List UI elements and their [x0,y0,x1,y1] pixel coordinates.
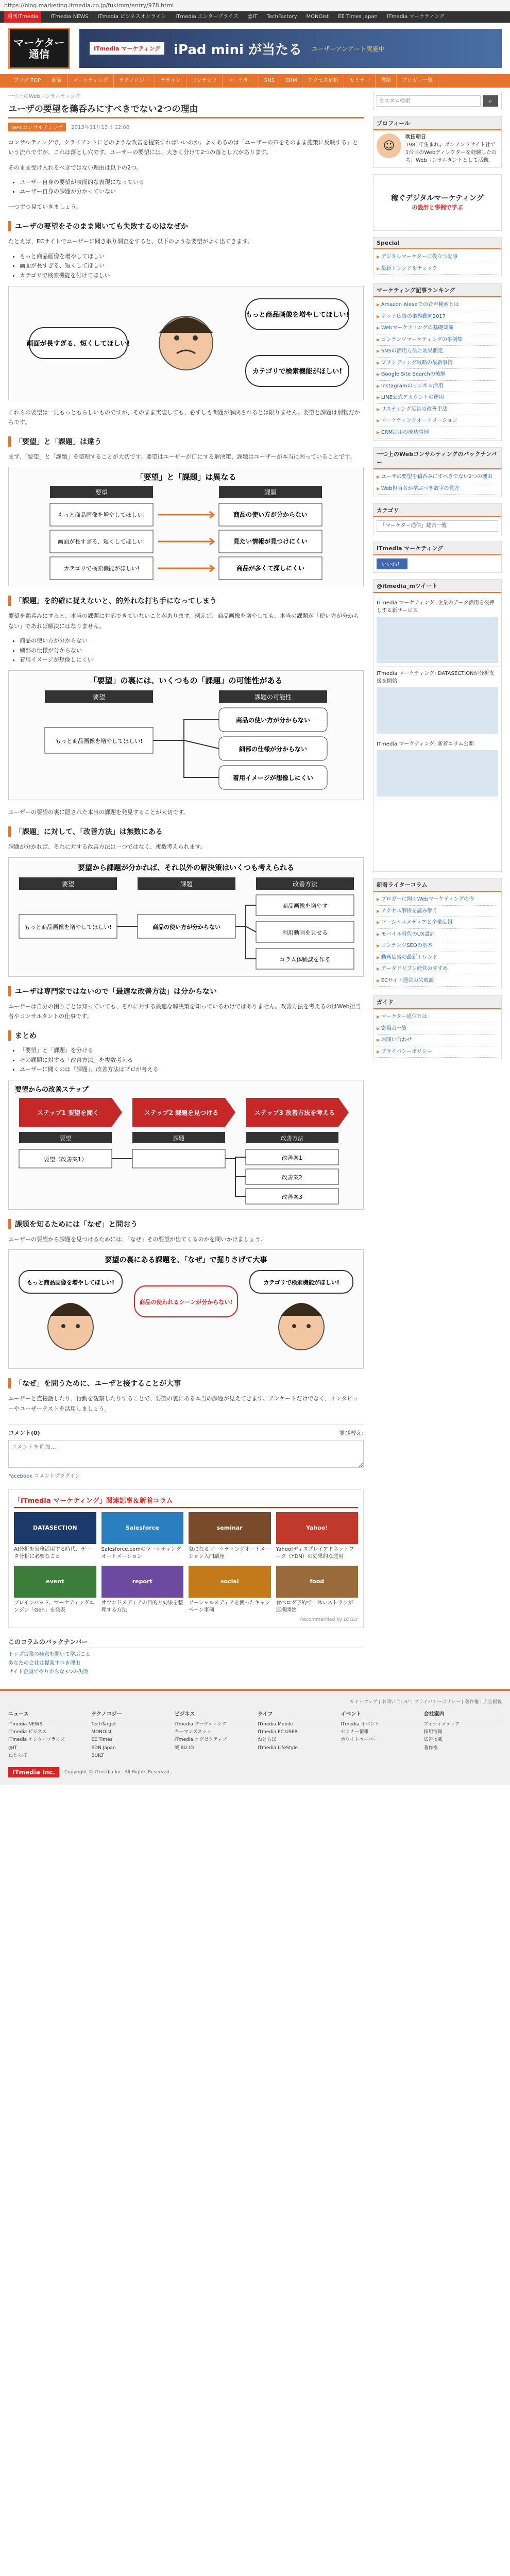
new-column-item[interactable]: ▶ ソーシャルメディアと企業広報 [377,917,498,929]
article-date: 2013年11月13日 12:00 [71,125,130,130]
footer-link[interactable]: MONOist [91,1730,112,1735]
paragraph: ユーザーと直接話したり、行動を観察したりすることで、要望の裏にある本当の課題が見えてきます。アンケートだけでなく、インタビューやユーザーテストを活用しましょう。 [8,1395,359,1412]
column-head: 課題 [264,489,277,497]
footer-link[interactable]: ねとらぼ [257,1737,276,1743]
guide-link[interactable]: ▶ マーケター通信とは [377,1011,498,1023]
profile-title: プロフィール [373,117,501,130]
banner-text: 稼ぐデジタルマーケティング [391,194,484,202]
ranking-item[interactable]: ▶ ブランディング戦略の最新事情 [377,358,498,369]
facebook-plugin-label: Facebook コメントプラグイン [8,1473,80,1479]
related-thumb: report [101,1566,184,1598]
column-head: 要望 [60,1135,71,1142]
comments-title: コメント(0) [8,1429,40,1436]
figure-issue-candidates [8,670,364,800]
paragraph: ユーザーの要望の裏に隠された本当の課題を発見することが大切です。 [8,809,190,816]
section-heading: 「要望」と「課題」は違う [8,436,364,447]
footer-column [91,1710,169,1760]
bubble-text: カテゴリで検索機能がほしい! [252,367,343,376]
column-head: 課題の可能性 [254,693,292,701]
footer-link[interactable]: アイティメディア [423,1721,460,1727]
guide-link[interactable]: ▶ 寄稿者一覧 [377,1023,498,1035]
network-strip [0,11,510,23]
column-head: 要望 [92,693,106,701]
figure-steps [8,1080,364,1210]
profile-box [373,116,502,168]
recommend-credit: Recommended by LOGLY [300,1617,358,1622]
nav-item[interactable]: ブロガー一覧 [397,74,438,88]
comment-input[interactable] [8,1440,364,1468]
special-item[interactable]: ▶ 最新トレンドをチェック [377,263,498,275]
list-item: • もっと商品画像を増やしてほしい [20,252,364,262]
copyright: Copyright © ITmedia Inc. All Rights Reserved. [64,1770,171,1775]
cell-text: 商品の使い方が分からない [233,511,308,519]
url-bar[interactable] [0,0,510,11]
ranking-item[interactable]: ▶ SNSの活用方法と効果測定 [377,346,498,358]
facebook-box [373,541,502,573]
guide-link[interactable]: ▶ プライバシーポリシー [377,1046,498,1058]
tweet-text: ITmedia マーケティング: 企業のデータ活用を後押しする新サービス [377,600,495,614]
column-head: 課題 [173,1135,184,1142]
column-head: 課題 [180,880,193,888]
site-footer [0,1689,510,1785]
new-column-item[interactable]: ▶ アクセス解析を読み解く [377,906,498,918]
ranking-item[interactable]: ▶ Google Site Searchの後継 [377,369,498,381]
ranking-item[interactable]: ▶ コンテンツマーケティングの事例集 [377,334,498,346]
backnumber-title: このコラムのバックナンバー [8,1637,364,1648]
nav-item[interactable]: 書籍 [376,74,397,88]
backnumber-item[interactable]: あなたの会社は提案すべき理由 [8,1660,80,1666]
article-column [8,92,364,1676]
footer-heading: ライフ [258,1710,335,1719]
nav-item[interactable]: CRM [280,74,303,88]
tweet-image[interactable] [377,750,498,796]
column-backnumber-title: 一つ上のWebコンサルティングのバックナンバー [373,448,501,469]
footer-heading: イベント [341,1710,418,1719]
tweet-image[interactable] [377,687,498,734]
nav-item[interactable]: コンテンツ [186,74,223,88]
paragraph: まず、「要望」と「課題」を整理することが大切です。要望はユーザーが口にする解決策、課題はユーザーが本当に困っていることです。 [8,453,355,461]
related-articles [8,1489,364,1628]
footer-column [175,1710,252,1760]
special-item[interactable]: ▶ デジタルマーケターに役立つ記事 [377,251,498,263]
special-title: Special [373,238,501,249]
list-item: • 「要望」と「課題」を分ける [20,1046,364,1056]
footer-column [8,1710,86,1760]
step-label: ステップ2 課題を見つける [144,1109,219,1117]
list-item: • 商品の使い方が分からない [20,636,364,646]
related-card[interactable] [14,1566,96,1614]
footer-column [424,1710,502,1760]
side-banner[interactable] [373,174,502,231]
footer-link[interactable]: ITmedia マーケティング [174,1721,227,1727]
new-column-item[interactable]: ▶ ブロガーに聞くWebマーケティングの今 [377,894,498,906]
bullet-list [20,252,364,281]
main-nav [0,74,510,88]
cell-text: 商品の使い方が分からない [235,717,311,724]
cell-text: もっと商品画像を増やしてほしい! [55,738,143,744]
sidebar [373,92,502,1676]
network-link[interactable]: ITmedia マーケティング [386,14,445,20]
bullet-list [20,178,364,197]
column-head: 要望 [61,880,75,888]
footer-column [258,1710,335,1760]
network-link[interactable]: TechFactory [266,14,297,20]
footer-column [341,1710,418,1760]
nav-item[interactable]: マーケター [223,74,259,88]
related-text: ソーシャルメディアを使ったキャンペーン事例 [189,1600,270,1613]
banner-subtext: の設計と事例で学ぶ [412,204,463,211]
footer-link[interactable]: ITmedia エグゼクティブ [174,1737,227,1743]
ranking-box [373,283,502,441]
footer-link[interactable]: ITmedia NEWS [8,1721,43,1727]
section-heading: まとめ [8,1030,364,1041]
cell-text: コラム体験談を作る [279,956,331,963]
nav-item[interactable]: 新着 [46,74,67,88]
column-backnumber-box [373,447,502,497]
related-text: 気になるマーケティングオートメーション入門講座 [189,1546,270,1560]
related-card[interactable] [101,1512,184,1561]
site-logo[interactable] [8,28,70,69]
bubble-text: 画面が長すぎる、短くしてほしい! [26,340,130,348]
figure-title: 「要望」の裏には、いくつもの「課題」の可能性がある [89,676,283,685]
related-text: ブレインパッド、マーケティングエンジン「Gen」を発表 [14,1600,95,1613]
list-item: • 画面が長すぎる、短くしてほしい [20,261,364,271]
paragraph: 課題が分かれば、それに対する改善方法は一つではなく、複数考えられます。 [8,843,206,851]
bullet-list [20,1046,364,1075]
search-input[interactable] [377,95,481,107]
nav-item[interactable]: デザイン [155,74,186,88]
footer-heading: ニュース [8,1710,86,1719]
network-link[interactable]: MONOist [306,14,329,20]
related-thumb: Yahoo! [276,1512,359,1544]
footer-link[interactable]: EDN Japan [91,1745,116,1751]
nav-item[interactable]: ブログ TOP [8,74,46,88]
ranking-item[interactable]: ▶ Webマーケティングの基礎知識 [377,323,498,334]
nav-item[interactable]: マーケティング [67,74,114,88]
ranking-item[interactable]: ▶ LINE公式アカウントの運用 [377,392,498,404]
ranking-item[interactable]: ▶ リスティング広告の改善手法 [377,404,498,416]
paragraph: 一つずつ見ていきましょう。 [8,204,82,211]
itmedia-logo[interactable]: ITmedia Inc. [8,1767,59,1777]
breadcrumb[interactable]: 一つ上のWebコンサルティング [8,94,81,99]
figure-title: 「要望」と「課題」は異なる [135,472,236,482]
related-text: Yahoo!ディスプレイアドネットワーク（YDN）の効果的な運用 [276,1546,354,1560]
footer-link[interactable]: 著作権 [423,1745,438,1751]
nav-item[interactable]: テクノロジー [114,74,155,88]
footer-link[interactable]: セミナー情報 [341,1730,369,1735]
twitter-box [373,579,502,872]
search-box [373,92,502,110]
footer-link[interactable]: キーマンズネット [174,1730,212,1735]
paragraph: ユーザーは自分の困りごとは知っていても、それに対する最適な解決策を知っているわけではありません。改善方法を考えるのはWeb担当者やコンサルタントの仕事です。 [8,1003,361,1020]
footer-link[interactable]: 誠 Biz.ID [174,1745,194,1751]
cell-text: カテゴリで検索機能がほしい! [63,565,140,572]
footer-link[interactable]: TechTarget [91,1721,116,1727]
footer-link[interactable]: ITmedia イベント [341,1721,380,1727]
footer-link[interactable]: EE Times [91,1737,113,1743]
footer-link[interactable]: ITmedia エンタープライズ [8,1737,65,1743]
figure-title: 要望からの改善ステップ [15,1086,89,1094]
new-column-item[interactable]: ▶ モバイル時代のUX設計 [377,929,498,941]
cell-text: 着用イメージが想像しにくい [233,774,313,782]
nav-item[interactable]: セミナー [344,74,376,88]
new-column-item[interactable]: ▶ 動画広告の最新トレンド [377,952,498,964]
step-label: ステップ3 改善方法を考える [254,1109,335,1117]
special-box [373,237,502,277]
bullet-list [20,636,364,665]
network-link[interactable]: ITmedia ビジネスオンライン [97,14,166,20]
new-column-item[interactable]: ▶ データドリブン経営のすすめ [377,963,498,975]
new-columns-title: 新着ライターコラム [373,878,501,892]
figure-title: 要望から課題が分かれば、それ以外の解決策はいくつも考えられる [78,863,294,872]
section-heading: 「課題」を的確に捉えないと、的外れな打ち手になってしまう [8,596,364,606]
profile-text: 1981年生まれ。ボンアンドサイト社で1台目のWebディレクターを経験したのち、Webコンサルタントとして活動。 [405,142,497,163]
category-tag[interactable]: Webコンサルティング [8,123,66,131]
cell-text: 改善案3 [282,1194,302,1201]
footer-link[interactable]: 広告掲載 [423,1737,443,1743]
list-item: • ユーザー自身の課題が分かっていない [20,187,364,197]
related-card[interactable] [189,1566,271,1614]
ranking-item[interactable]: ▶ CRM活用の成功事例 [377,427,498,439]
ranking-item[interactable]: ▶ Instagramのビジネス活用 [377,381,498,393]
tweet-text: ITmedia マーケティング: DATASECTIONが分析支援を開始 [377,671,495,684]
figure-requests [8,286,364,400]
tweet-image[interactable] [377,617,498,663]
banner-brand: ITmedia マーケティング [90,42,164,55]
facebook-title: ITmedia マーケティング [373,542,501,555]
tweet [377,667,498,737]
article-meta [8,123,364,131]
network-link[interactable]: ITmedia NEWS [50,14,89,20]
footer-link[interactable]: 採用情報 [423,1730,443,1735]
article-title: ユーザの要望を鵜呑みにすべきでない2つの理由 [8,101,364,118]
guide-link[interactable]: ▶ お問い合わせ [377,1035,498,1046]
footer-link[interactable]: @IT [8,1745,18,1751]
footer-links[interactable]: サイトマップ | お問い合わせ | プライバシーポリシー | 著作権 | 広告掲載 [350,1699,502,1705]
ranking-item[interactable]: ▶ マーケティングオートメーション [377,415,498,427]
banner-subline: ユーザーアンケート実施中 [311,45,385,53]
tweet-text: ITmedia マーケティング: 新着コラム公開 [377,741,474,747]
related-text: オウンドメディアの目的と効果を整理する方法 [101,1600,183,1613]
paragraph: そのまま受け入れるべきではない理由は以下の2つ。 [8,164,142,171]
network-link[interactable]: @IT [247,14,258,20]
figure-why [8,1249,364,1369]
section-heading: 課題を知るためには「なぜ」と問おう [8,1219,364,1229]
url-text: https://blog.marketing.itmedia.co.jp/fukirom/entry/978.html [4,2,174,9]
cell-text: もっと商品画像を増やしてほしい! [24,923,112,930]
related-card[interactable] [101,1566,184,1614]
nav-item[interactable]: アクセス解析 [302,74,344,88]
network-link[interactable]: EE Times Japan [338,14,378,20]
tweet [377,737,498,800]
search-icon: ⌕ [488,97,492,105]
backnumber-item[interactable]: サイト企画でやりがちな3つの失敗 [8,1669,89,1675]
logo-text: マーケター 通信 [13,37,65,60]
related-card[interactable] [14,1512,96,1561]
ranking-item[interactable]: ▶ ネット広告の業界動向2017 [377,311,498,323]
tweet [377,596,498,667]
backnumber-link[interactable]: ▶ ユーザの要望を鵜呑みにすべきでない2つの理由 [377,471,498,483]
network-link[interactable]: 週刊ITmedia [4,11,41,23]
related-thumb: social [189,1566,271,1598]
footer-link[interactable]: ホワイトペーパー [341,1737,378,1743]
list-item: • その課題に対する「改善方法」を複数考える [20,1056,364,1065]
network-link[interactable]: ITmedia エンタープライズ [175,14,239,20]
new-columns-box [373,878,502,989]
related-text: AI分析を実務活用する時代、データ分析に必要なこと [14,1546,91,1560]
paragraph: これらの要望は一見もっともらしいものですが、そのまま実装しても、必ずしも問題が解決されるとは限りません。要望と課題は別物だからです。 [8,409,360,426]
cell-text: 商品が多くて探しにくい [236,565,305,572]
footer-heading: ビジネス [175,1710,252,1719]
new-column-item[interactable]: ▶ コンテンツSEOの基本 [377,940,498,952]
footer-link[interactable]: ITmedia PC USER [257,1730,298,1735]
footer-link[interactable]: ねとらぼ [8,1753,27,1758]
search-button[interactable] [483,95,498,107]
twitter-title: @itmedia_mツイート [373,580,501,593]
section-heading: ユーザは専門家ではないので「最適な改善方法」は分からない [8,986,364,996]
figure-title: 要望の裏にある課題を、「なぜ」で掘りさげて大事 [105,1256,267,1265]
category-title: カテゴリ [373,504,501,517]
section-heading: ユーザの要望をそのまま聞いても失敗するのはなぜか [8,221,364,231]
cell-text: 要望（改善案1） [44,1156,87,1163]
related-text: Salesforce.comのマーケティングオートメーション [101,1546,181,1560]
paragraph: ユーザーの要望から課題を見つけるためには、「なぜ」その要望が出てくるのかを問いかけましょう。 [8,1236,266,1243]
column-head: 改善方法 [281,1135,303,1142]
figure-request-vs-issue [8,467,364,586]
cell-text: 商品の使い方が分からない [152,923,220,930]
column-head: 改善方法 [292,880,318,888]
guide-title: ガイド [373,996,501,1009]
bubble-text: カテゴリで検索機能がほしい! [263,1279,339,1286]
section-heading: 「なぜ」を問うために、ユーザと接することが大事 [8,1378,364,1388]
nav-item[interactable]: SNS [259,74,280,88]
avatar: ☺ [377,133,401,158]
section-heading: 「課題」に対して、「改善方法」は無数にある [8,826,364,837]
footer-link[interactable]: ITmedia LifeStyle [257,1745,298,1751]
related-thumb: event [14,1566,96,1598]
cell-text: 商品画像を増やす [282,902,328,909]
footer-link[interactable]: BUILT [91,1753,105,1758]
category-box [373,503,502,535]
header-banner[interactable] [79,29,502,68]
cell-text: もっと商品画像を増やしてほしい! [58,512,145,519]
footer-link[interactable]: ITmedia Mobile [257,1721,293,1727]
related-card[interactable] [276,1566,359,1614]
related-thumb: DATASECTION [14,1512,96,1544]
cell-text: 利用動画を見せる [282,929,328,936]
bubble-text: もっと商品画像を増やしてほしい! [26,1279,115,1286]
cell-text: 改善案1 [282,1155,302,1162]
footer-heading: テクノロジー [91,1710,169,1719]
site-header [0,23,510,74]
cell-text: 改善案2 [282,1174,302,1181]
bubble-text: 商品の使われるシーンが分からない! [139,1299,233,1306]
cell-text: 画面が長すぎる、短くしてほしい! [58,538,145,546]
bubble-text: もっと商品画像を増やしてほしい! [245,311,349,319]
paragraph: コンサルティングで、クライアントにどのような改善を提案すればいいのか。よくあるのは「ユーザーの声をそのまま施策に反映する」という流れですが、これは落とし穴です。ユーザーの要望には、大きく分けて2つの落とし穴があります。 [8,139,359,156]
related-thumb: seminar [189,1512,271,1544]
list-item: • ユーザー自身の要望が表面的な表現になっている [20,178,364,188]
sort-dropdown[interactable]: 並び替え: [339,1429,364,1436]
footer-link[interactable]: ITmedia ビジネス [8,1730,47,1735]
backnumber-link[interactable]: ▶ Web担当者が学ぶべき数字の見方 [377,483,498,495]
list-item: • 細部の仕様が分からない [20,646,364,656]
list-item: • 着用イメージが想像しにくい [20,655,364,665]
footer-heading: 会社案内 [424,1710,502,1719]
comments-section [8,1424,364,1479]
paragraph: たとえば、ECサイトでユーザーに聞き取り調査をすると、以下のような要望がよく出てきます。 [8,238,253,245]
paragraph: 要望を鵜呑みにすると、本当の課題に対応できていないことがあります。例えば、商品画像を増やしても、本当の課題が「使い方が分からない」であれば解決にはなりません。 [8,613,360,630]
column-head: 要望 [95,489,108,497]
related-thumb: Salesforce [101,1512,184,1544]
backnumber-list [8,1637,364,1676]
ranking-title: マーケティング記事ランキング [373,284,501,297]
profile-name[interactable]: 吹田朝日 [405,134,426,140]
related-card[interactable] [276,1512,359,1561]
related-card[interactable] [189,1512,271,1561]
new-column-item[interactable]: ▶ ECサイト運営の失敗談 [377,975,498,987]
guide-box [373,995,502,1060]
related-title: 「ITmedia マーケティング」関連記事＆新着コラム [14,1495,358,1508]
ranking-item[interactable]: ▶ Amazon Alexaでの音声検索とは [377,299,498,311]
cell-text: 見たい情報が見つけにくい [233,538,308,546]
category-select[interactable]: 「マーケター通信」総合一覧 [377,520,498,532]
figure-improvements [8,857,364,977]
related-thumb: food [276,1566,359,1598]
backnumber-item[interactable]: トップ営業の極意を聞いて学ぶこと [8,1651,91,1657]
step-label: ステップ1 要望を聞く [37,1109,99,1117]
cell-text: 細部の仕様が分からない [239,745,308,753]
list-item: • ユーザーに聞くのは「課題」、改善方法はプロが考える [20,1065,364,1075]
banner-headline: iPad mini が当たる [174,42,302,58]
list-item: • カテゴリで検索機能を付けてほしい [20,271,364,281]
like-button[interactable]: いいね！ [377,558,407,569]
related-text: 食べログ予約で一休レストランが連携開始 [276,1600,353,1613]
